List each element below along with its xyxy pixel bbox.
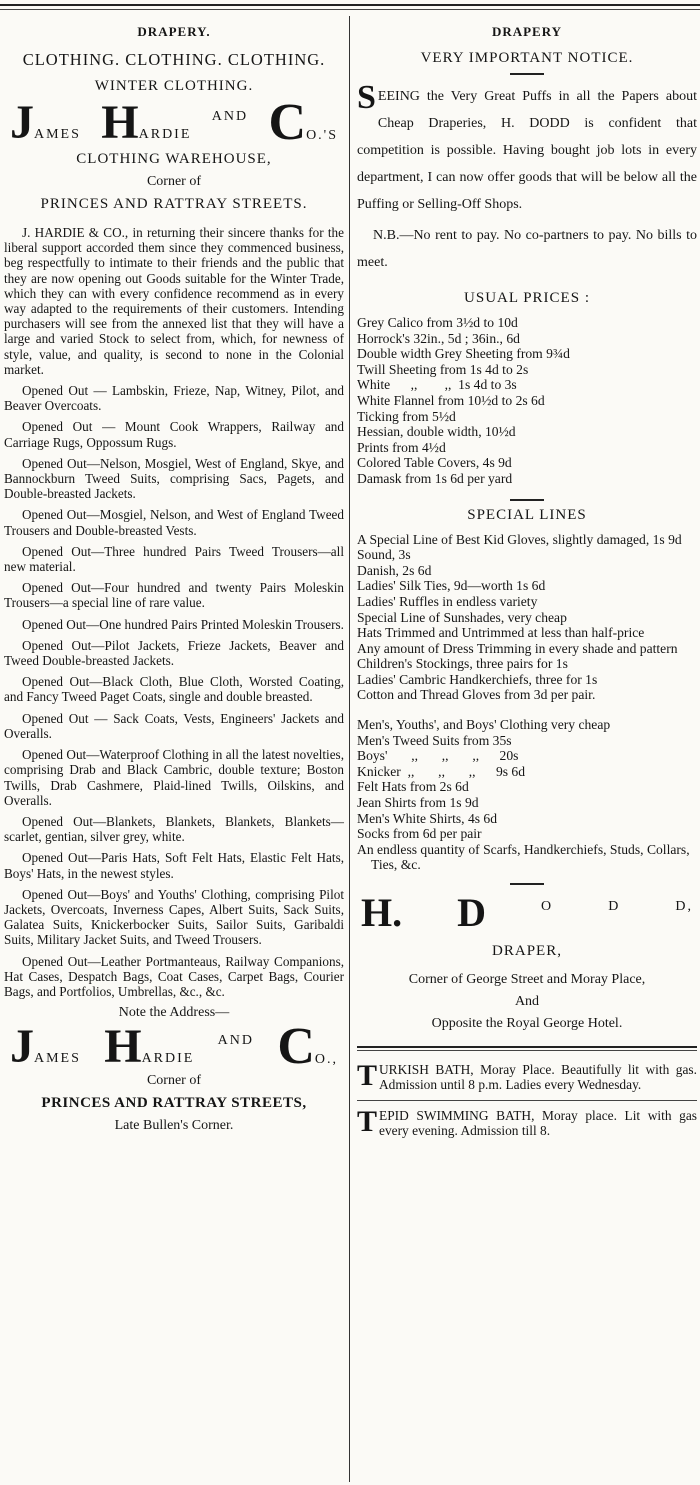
stock-item: Opened Out—Nelson, Mosgiel, West of England, Skye, and Bannockburn Tweed Suits, comprising Sacs, Pagets, and Double-breasted Jackets.: [4, 455, 344, 502]
price-item: White Flannel from 10½d to 2s 6d: [357, 392, 545, 408]
stock-item: Opened Out—Leather Portmanteaus, Railway Companions, Hat Cases, Despatch Bags, Coat Cases, Carpet Bags, Courier Bags, and Portfolios, Umbrellas, &c., &c.: [4, 953, 344, 999]
intro-paragraph: J. HARDIE & CO., in returning their sincere thanks for the liberal support accorded them since they commenced business, beg respectfully to intimate to their friends and the public that they are now opening out Goods suitable for the Winter Trade, which they can with every confidence recommend as in every way adapted to the requirements of their customers. Intending purchasers will see from the annexed list that they will have a large and varied Stock to select from, which, for newness of style, value, and quality, is second to none in the Colonial market.: [4, 225, 344, 377]
special-item: A Special Line of Best Kid Gloves, slightly damaged, 1s 9d: [357, 531, 682, 547]
swimming-bath-text: EPID SWIMMING BATH, Moray place. Lit with gas every evening. Admission till 8.: [379, 1109, 697, 1138]
seeing-text: EEING the Very Great Puffs in all the Papers about Cheap Draperies, H. DODD is confident that competition is possible. Having bought job lots in every department, I can now offer goods that will be below all the Puffing or Selling-Off Shops.: [357, 89, 697, 212]
clothing-item: Socks from 6d per pair: [357, 826, 482, 842]
dodd-initial-h: H.: [361, 890, 403, 935]
price-item: Grey Calico from 3½d to 10d: [357, 315, 518, 330]
special-lines-list: [357, 532, 697, 704]
top-rule: [0, 4, 700, 6]
dodd-advert: [357, 18, 697, 1138]
short-rule: [510, 883, 544, 885]
mens-clothing-list: [357, 717, 697, 873]
note-address: Note the Address—: [118, 1005, 230, 1021]
streets-line: PRINCES AND RATTRAY STREETS.: [40, 196, 308, 212]
stock-item: Opened Out—Pilot Jackets, Frieze Jackets, Beaver and Tweed Double-breasted Jackets.: [4, 637, 344, 669]
swimming-bath-notice: [357, 1109, 697, 1138]
corner-george-street: Corner of George Street and Moray Place,: [408, 972, 646, 987]
turkish-bath-text: URKISH BATH, Moray Place. Beautifully lit with gas. Admission until 8 p.m. Ladies every Wednesday.: [379, 1063, 697, 1092]
stock-item: Opened Out—Boys' and Youths' Clothing, comprising Pilot Jackets, Overcoats, Inverness Capes, Albert Suits, Sack Suits, Galatea Suits, Knickerbocker Suits, Sailor Suits, Garibaldi Suits, Military Jacket Suits, and Tweed Trousers.: [4, 886, 344, 948]
dodd-d: D: [608, 899, 621, 914]
section-rule: [357, 1046, 697, 1048]
firm-ames: AMES: [34, 127, 81, 142]
drop-cap-t: T: [357, 1063, 378, 1092]
stock-item: Opened Out—Blankets, Blankets, Blankets, Blankets—scarlet, gentian, silver grey, white.: [4, 813, 344, 845]
top-rule-thin: [0, 9, 700, 10]
clothing-item: Men's, Youths', and Boys' Clothing very cheap: [357, 717, 611, 733]
important-notice: VERY IMPORTANT NOTICE.: [420, 50, 634, 66]
firm-name-header: [4, 94, 344, 151]
firm-os: O.,: [314, 1052, 338, 1068]
drop-cap-t: T: [357, 1109, 378, 1138]
initial-c: C: [268, 94, 307, 151]
initial-j: J: [10, 1020, 34, 1074]
special-item: Sound, 3s: [357, 547, 411, 563]
initial-j: J: [10, 96, 34, 149]
special-item: Hats Trimmed and Untrimmed at less than half-price: [357, 625, 645, 641]
turkish-bath-notice: [357, 1063, 697, 1092]
short-rule: [510, 499, 544, 501]
special-item: Any amount of Dress Trimming in every shade and pattern: [357, 640, 678, 656]
clothing-line: CLOTHING. CLOTHING. CLOTHING.: [22, 50, 326, 69]
section-heading-left: DRAPERY.: [137, 24, 211, 39]
column-divider: [349, 16, 350, 1482]
price-item: Damask from 1s 6d per yard: [357, 470, 513, 486]
hardie-advert: [4, 18, 344, 1134]
and-line: And: [514, 994, 540, 1009]
firm-ardie: ARDIE: [141, 1051, 195, 1067]
clothing-item: Knicker ,, ,, ,, 9s 6d: [357, 763, 526, 779]
stock-item: Opened Out — Sack Coats, Vests, Engineers' Jackets and Overalls.: [4, 710, 344, 741]
stock-item: Opened Out—Four hundred and twenty Pairs Moleskin Trousers—a special line of rare value.: [4, 580, 344, 611]
initial-c: C: [277, 1018, 315, 1076]
notice-rule: [357, 1100, 697, 1101]
warehouse-line: CLOTHING WAREHOUSE,: [76, 151, 272, 167]
special-item: Ladies' Cambric Handkerchiefs, three for 1s: [357, 671, 598, 687]
stock-item: Opened Out—Paris Hats, Soft Felt Hats, Elastic Felt Hats, Boys' Hats, in the newest styles.: [4, 850, 344, 881]
special-item: Children's Stockings, three pairs for 1s: [357, 656, 568, 672]
streets-footer: PRINCES AND RATTRAY STREETS,: [41, 1095, 307, 1112]
dodd-d-comma: D,: [675, 899, 693, 914]
special-item: Danish, 2s 6d: [357, 562, 432, 578]
short-rule: [510, 73, 544, 75]
corner-of-footer: Corner of: [146, 1073, 202, 1089]
clothing-item: Men's Tweed Suits from 35s: [357, 732, 512, 748]
usual-prices-heading: USUAL PRICES :: [464, 290, 590, 306]
price-item: Prints from 4½d: [357, 439, 446, 455]
late-bullens-corner: Late Bullen's Corner.: [114, 1118, 234, 1134]
price-item: Hessian, double width, 10½d: [357, 424, 516, 440]
price-item: Double width Grey Sheeting from 9¾d: [357, 346, 570, 362]
section-rule-thin: [357, 1050, 697, 1051]
stock-item: Opened Out—Waterproof Clothing in all the latest novelties, comprising Drab and Black Cambric, double texture; Boston Twills, Drab Cashmere, Plaid-lined Twills, Oilskins, and Overalls.: [4, 747, 344, 808]
clothing-item: Men's White Shirts, 4s 6d: [357, 810, 498, 826]
initial-h: H: [104, 1020, 142, 1074]
special-lines-heading: SPECIAL LINES: [467, 506, 587, 523]
opposite-hotel: Opposite the Royal George Hotel.: [431, 1016, 623, 1031]
clothing-item: Felt Hats from 2s 6d: [357, 779, 469, 795]
clothing-item: Jean Shirts from 1s 9d: [357, 795, 479, 811]
dodd-initial-d: D: [457, 890, 487, 935]
firm-and: AND: [217, 1033, 254, 1049]
stock-item: Opened Out—Mosgiel, Nelson, and West of England Tweed Trousers and Double-breasted Vests.: [4, 507, 344, 538]
firm-name-footer: [4, 1018, 344, 1076]
usual-prices-list: [357, 315, 697, 487]
stock-item: Opened Out—One hundred Pairs Printed Moleskin Trousers.: [22, 616, 344, 632]
special-item: Ladies' Ruffles in endless variety: [357, 593, 538, 609]
firm-os: O.'S: [306, 128, 338, 143]
firm-ames: AMES: [34, 1051, 81, 1067]
special-item: Special Line of Sunshades, very cheap: [357, 609, 567, 625]
drop-cap-s: S: [357, 79, 376, 116]
clothing-item: An endless quantity of Scarfs, Handkerchiefs, Studs, Collars, Ties, &c.: [357, 841, 690, 873]
corner-of: Corner of: [146, 174, 202, 189]
special-item: Cotton and Thread Gloves from 3d per pair.: [357, 687, 596, 703]
winter-clothing-line: WINTER CLOTHING.: [94, 78, 254, 94]
section-heading-right: DRAPERY: [491, 24, 563, 39]
dodd-name: [357, 891, 697, 935]
draper-line: DRAPER,: [492, 943, 562, 959]
firm-and: AND: [211, 109, 249, 124]
price-item: Ticking from 5½d: [357, 408, 456, 424]
nb-paragraph: N.B.—No rent to pay. No co-partners to pay. No bills to meet.: [357, 228, 697, 270]
firm-ardie: ARDIE: [138, 127, 192, 142]
seeing-paragraph: [357, 79, 697, 218]
price-item: Twill Sheeting from 1s 4d to 2s: [357, 361, 529, 377]
price-item: White ,, ,, 1s 4d to 3s: [357, 377, 517, 393]
stock-item: Opened Out—Three hundred Pairs Tweed Trousers—all new material.: [4, 543, 344, 575]
stock-item: Opened Out — Mount Cook Wrappers, Railway and Carriage Rugs, Oppossum Rugs.: [4, 419, 344, 450]
stock-item: Opened Out — Lambskin, Frieze, Nap, Witney, Pilot, and Beaver Overcoats.: [4, 383, 344, 414]
price-item: Horrock's 32in., 5d ; 36in., 6d: [357, 330, 520, 346]
dodd-o: O: [541, 899, 554, 914]
clothing-item: Boys' ,, ,, ,, 20s: [357, 748, 519, 764]
initial-h: H: [101, 96, 139, 149]
price-item: Colored Table Covers, 4s 9d: [357, 455, 512, 471]
special-item: Ladies' Silk Ties, 9d—worth 1s 6d: [357, 578, 546, 594]
stock-item: Opened Out—Black Cloth, Blue Cloth, Worsted Coating, and Fancy Tweed Paget Coats, single and double breasted.: [4, 674, 344, 705]
